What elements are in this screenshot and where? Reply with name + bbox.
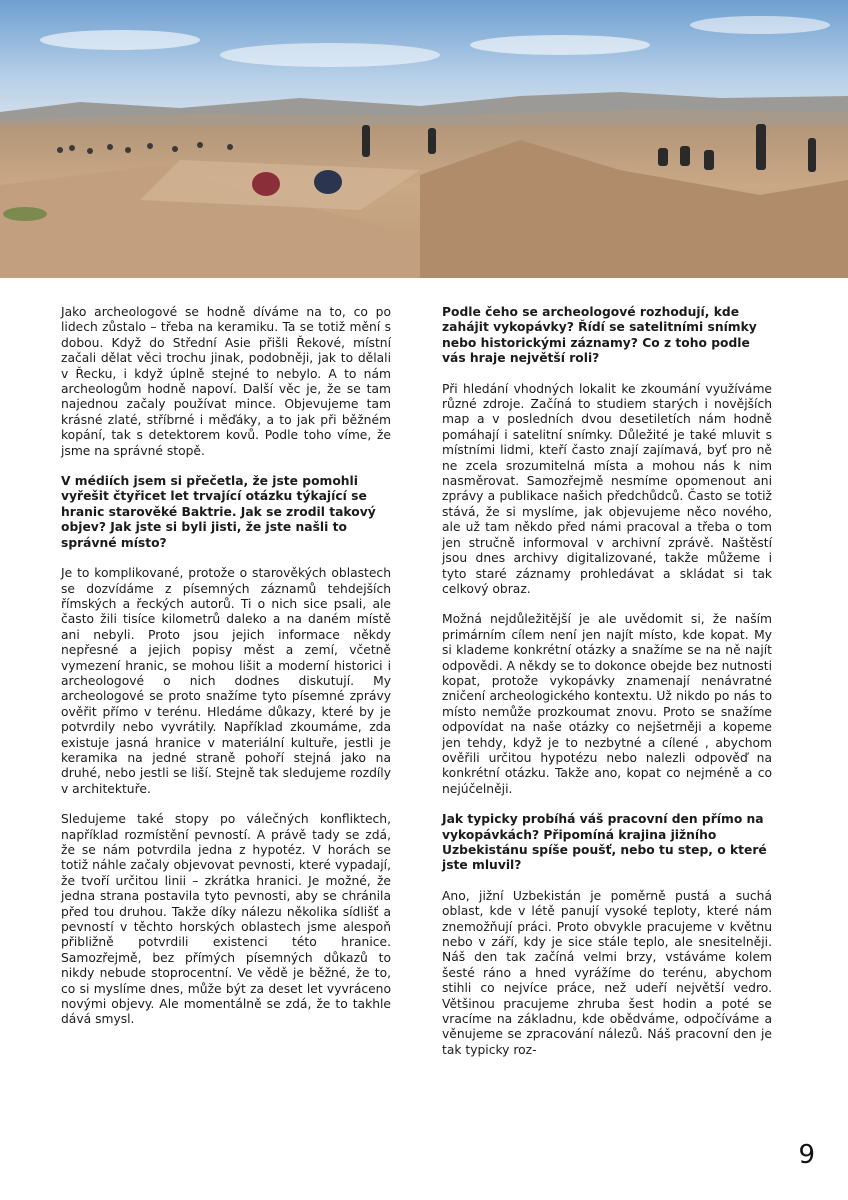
interview-question: Jak typicky probíhá váš pracovní den přímo na vykopávkách? Připomíná krajina jižního Uzbekistánu spíše poušť, nebo tu step, o které jste mluvil? (442, 812, 767, 873)
left-column (61, 305, 391, 1043)
answer-paragraph: Ano, jižní Uzbekistán je poměrně pustá a suchá oblast, kde v létě panují vysoké teploty, které nám znemožňují práci. Proto obvykle pracujeme v květnu nebo v září, kdy je sice stále teplo, ale snesitelněji. Náš den tak začíná velmi brzy, vstáváme kolem šesté ráno a hned vyrážíme do terénu, abychom stihli co nejvíce práce, než udeří největší vedro. Většinou pracujeme zhruba šest hodin a poté se vracíme na základnu, kde obědváme, odpočíváme a věnujeme se zpracování nálezů. Náš pracovní den je tak typicky roz- (442, 888, 772, 1057)
answer-paragraph: Při hledání vhodných lokalit ke zkoumání využíváme různé zdroje. Začíná to studiem starých i novějších map a v posledních dvou desetiletích nám hodně pomáhají i satelitní snímky. Důležité je také mluvit s místními lidmi, kteří často znají zajímavá, byť pro ně ne zcela srozumitelná místa a mohou nás k nim nasměrovat. Samozřejmě nesmíme opomenout ani zprávy a publikace našich předchůdců. Často se totiž stává, že si myslíme, jak objevujeme něco nového, ale už tam někdo před námi pracoval a třeba o tom jen stručně informoval v archivní zprávě. Naštěstí jsou dnes archivy digitalizované, takže můžeme i tyto staré záznamy prohledávat a skládat si tak celkový obraz. (442, 381, 772, 596)
answer-paragraph: Je to komplikované, protože o starověkých oblastech se dozvídáme z písemných záznamů tehdejších římských a řeckých autorů. Ti o nich sice psali, ale často žili tisíce kilometrů daleko a na daném místě ani nebyli. Proto jsou jejich informace někdy nepřesné a jejich popisy měst a zemí, včetně vymezení hranic, se mohou lišit a moderní historici i archeologové o nich dodnes diskutují. My archeologové se proto snažíme tyto písemné zprávy ověřit přímo v terénu. Hledáme důkazy, které by je potvrdily nebo vyvrátily. Například zkoumáme, zda existuje jasná hranice v materiální kultuře, jestli je keramika na jedné straně pohoří stejná jako na druhé, nebo jestli se liší. Stejně tak sledujeme rozdíly v architektuře. (61, 566, 391, 796)
interview-question: Podle čeho se archeologové rozhodují, kde zahájit vykopávky? Řídí se satelitními snímky nebo historickými záznamy? Co z toho podle vás hraje největší roli? (442, 305, 757, 366)
answer-paragraph: Možná nejdůležitější je ale uvědomit si, že naším primárním cílem není jen najít místo, kde kopat. My si klademe konkrétní otázky a snažíme se na ně najít odpovědi. A někdy se to dokonce obejde bez nutnosti kopat, protože vykopávky znamenají nenávratné zničení archeologického kontextu. Už nikdo po nás to místo nemůže prozkoumat znovu. Proto se snažíme odpovídat na naše otázky co nejšetrněji a kopeme jen tehdy, když je to nezbytné a cílené , abychom ověřili určitou hypotézu nebo nalezli odpověď na konkrétní otázku. Takže ano, kopat co nejméně a co nejúčelněji. (442, 612, 772, 796)
right-column (442, 305, 772, 1073)
excavation-photo-graphic (0, 0, 848, 278)
answer-paragraph: Jako archeologové se hodně díváme na to, co po lidech zůstalo – třeba na keramiku. Ta se totiž mění s dobou. Když do Střední Asie přišli Řekové, místní začali dělat věci trochu jinak, podobněji, jak to dělali v Řecku, i když úplně stejné to nebylo. A to nám archeologům hodně napoví. Další věc je, že se tam najednou začaly používat mince. Objevujeme tam krásné zlaté, stříbrné i měďáky, a to jak při běžném kopání, tak s detektorem kovů. Podle toho víme, že jsme na správné stopě. (61, 305, 391, 458)
page-number: 9 (798, 1140, 815, 1170)
excavation-photo (0, 0, 848, 278)
interview-question: V médiích jsem si přečetla, že jste pomohli vyřešit čtyřicet let trvající otázku týkající se hranic starověké Baktrie. Jak se zrodil takový objev? Jak jste si byli jisti, že jste našli to správné místo? (61, 474, 376, 550)
answer-paragraph: Sledujeme také stopy po válečných konfliktech, například rozmístění pevností. A právě tady se zdá, že se nám potvrdila jedna z hypotéz. V horách se totiž náhle začaly objevovat pevnosti, které vypadají, že tvoří určitou linii – zkrátka hranici. Je možné, že jedna strana postavila tyto pevnosti, aby se chránila před tou druhou. Takže díky nálezu několika sídlišť a pevností v těchto horských oblastech jsme alespoň přibližně potvrdili existenci této hranice. Samozřejmě, bez přímých písemných důkazů to nikdy nebude stoprocentní. Ve vědě je běžné, že to, co si myslíme dnes, může být za deset let vyvráceno novými objevy. Ale momentálně se zdá, že to takhle dává smysl. (61, 812, 391, 1027)
